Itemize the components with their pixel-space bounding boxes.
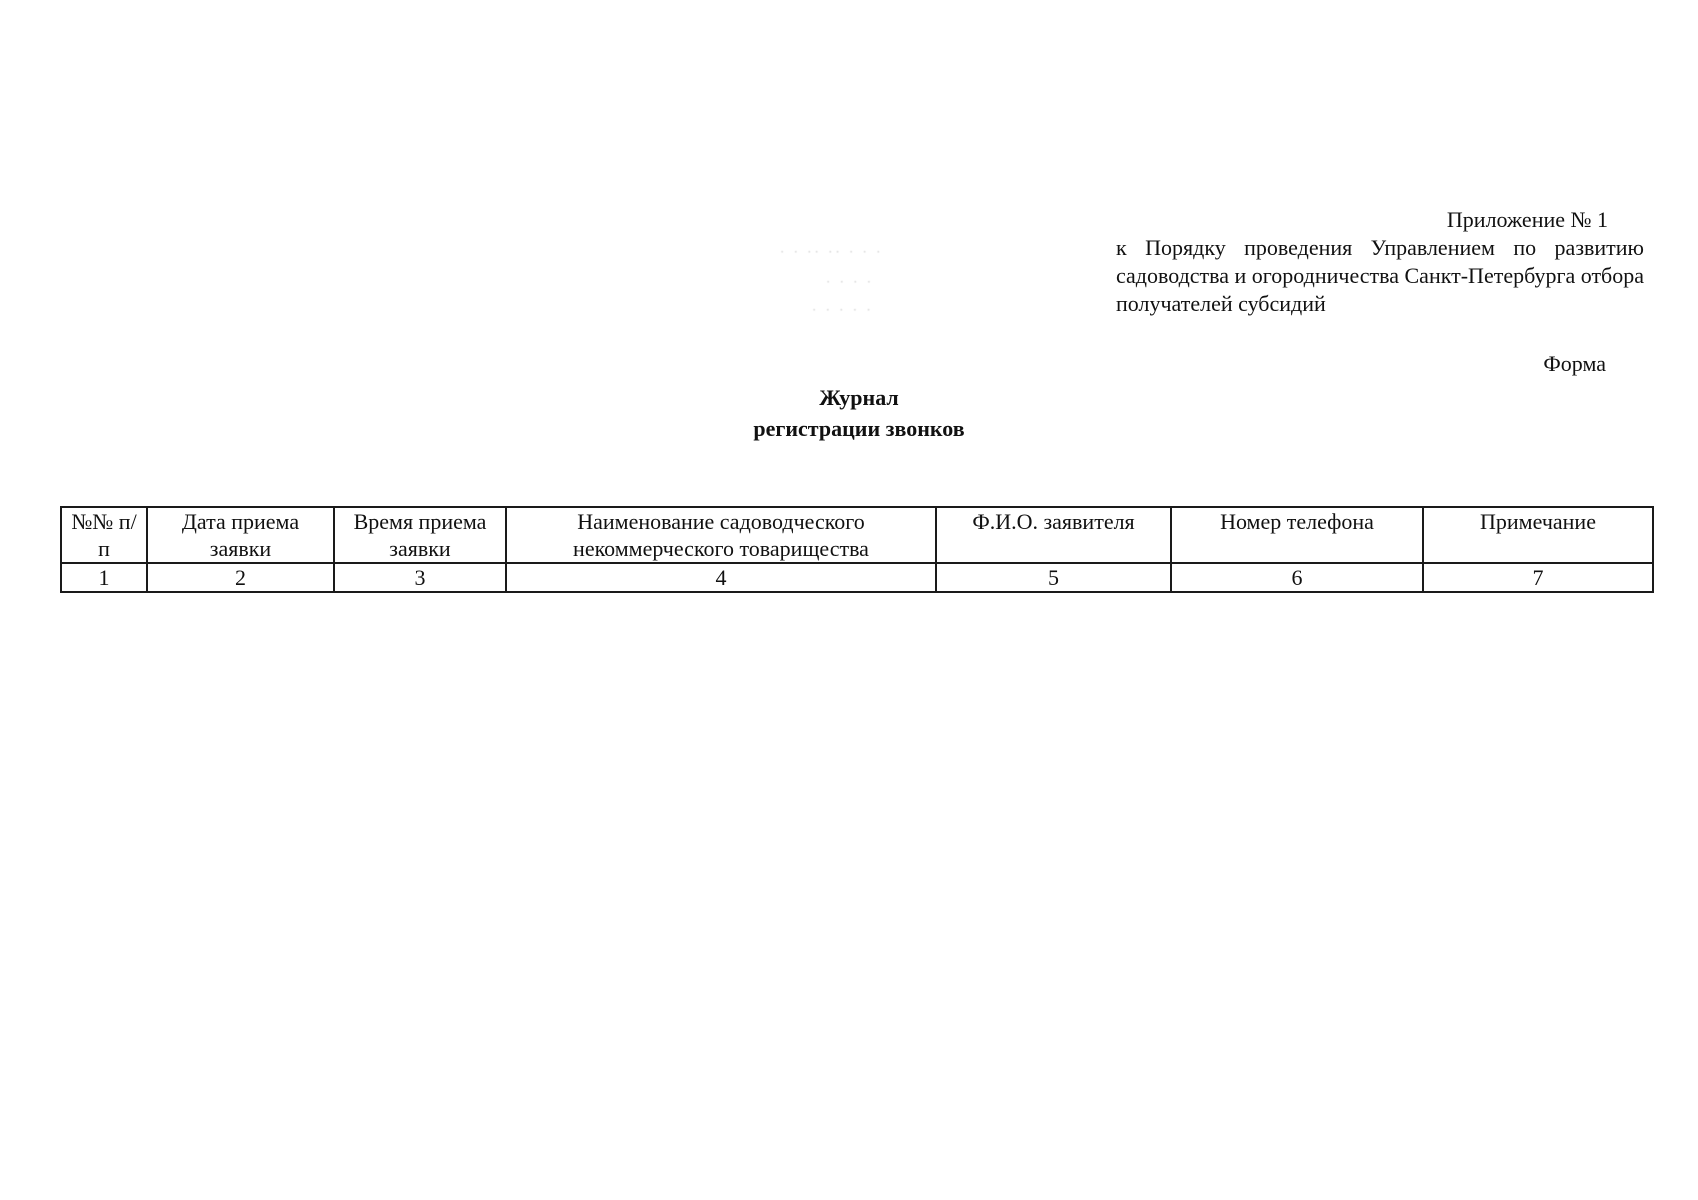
column-number-cell: 6 (1171, 563, 1423, 592)
table-header-row (61, 507, 1653, 563)
form-label: Форма (1543, 351, 1606, 376)
column-number-cell: 5 (936, 563, 1171, 592)
appendix-text: к Порядку проведения Управлением по развитию садоводства и огородничества Санкт-Петербурга отбора получателей субсидий (1116, 235, 1645, 316)
column-header-date: Дата приема заявки (147, 507, 334, 563)
document-title (0, 382, 1698, 444)
title-line-1: Журнал (819, 385, 899, 410)
column-header-phone: Номер телефона (1171, 507, 1423, 563)
table-row-column-numbers (61, 563, 1653, 592)
bleed-through-mark: · · · · (826, 274, 875, 289)
column-header-time: Время приема заявки (334, 507, 506, 563)
title-line-2: регистрации звонков (753, 416, 965, 441)
column-header-note: Примечание (1423, 507, 1653, 563)
column-number-cell: 4 (506, 563, 936, 592)
bleed-through-mark: · · · · · (812, 302, 874, 317)
appendix-block (1116, 206, 1644, 318)
column-number-cell: 7 (1423, 563, 1653, 592)
column-number-cell: 2 (147, 563, 334, 592)
appendix-number: Приложение № 1 (1446, 207, 1608, 232)
column-header-number: №№ п/п (61, 507, 147, 563)
call-log-table (60, 506, 1654, 593)
column-number-cell: 1 (61, 563, 147, 592)
bleed-through-mark: · · ·· ·· · · · (780, 244, 884, 259)
column-number-cell: 3 (334, 563, 506, 592)
column-header-partnership-name: Наименование садоводческого некоммерческого товарищества (506, 507, 936, 563)
column-header-applicant-name: Ф.И.О. заявителя (936, 507, 1171, 563)
